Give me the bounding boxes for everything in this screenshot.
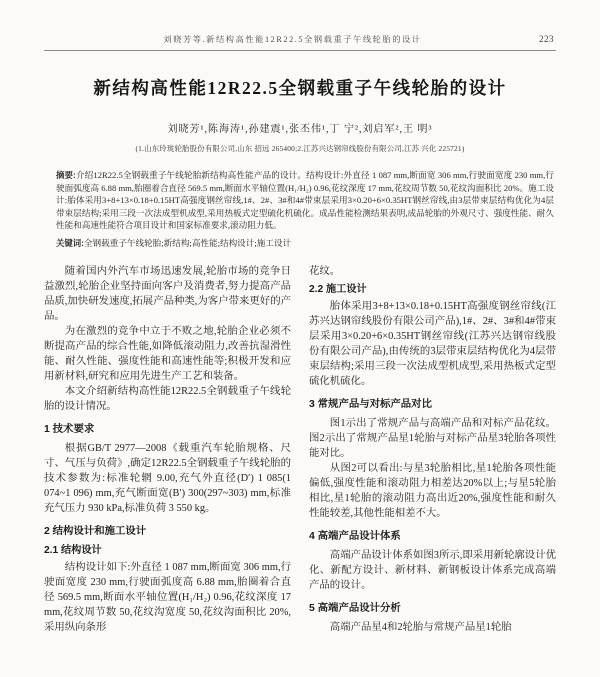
article-body <box>44 264 556 635</box>
keywords-text: 全钢载重子午线轮胎;新结构;高性能;结构设计;施工设计 <box>83 237 292 248</box>
section-2-1-heading: 2.1 结构设计 <box>44 544 102 556</box>
continuation-paragraph: 花纹。 <box>309 265 341 277</box>
intro-paragraph-1: 随着国内外汽车市场迅速发展,轮胎市场的竞争日益激烈,轮胎企业坚持面向客户及消费者,努力提高产品品质,加快研发速度,拓展产品种类,为客户带来更好的产品。 <box>44 265 291 322</box>
affiliation-line: (1.山东玲珑轮胎股份有限公司,山东 招远 265400;2.江苏兴达钢帘线股份有限公司,江苏 兴化 225721) <box>135 144 465 153</box>
left-column <box>44 264 291 635</box>
section-1-heading: 1 技术要求 <box>44 423 95 435</box>
section-2-2-paragraph: 胎体采用3+8+13×0.18+0.15HT高强度钢丝帘线(江苏兴达钢帘线股份有限公司产品),1#、2#、3#和4#带束层采用3×0.20+6×0.35HT钢丝帘线(江苏兴达钢帘线股份有限公司产品),由传统的3层带束层结构优化为4层带束层结构;采用三段一次法成型机成型,采用热板式定型硫化机硫化。 <box>309 300 556 387</box>
page-number: 223 <box>539 34 554 44</box>
section-2-1-paragraph: 结构设计如下:外直径 1 087 mm,断面宽 306 mm,行驶面宽度 230 mm,行驶面弧度高 6.88 mm,胎圈着合直径 569.5 mm,断面水平轴位置(H₁/H₂) 0.96,花纹深度 17 mm,花纹周节数 50,花纹沟宽度 50,花纹沟面积比 20%,采用纵向条形 <box>44 561 291 633</box>
section-2-heading: 2 结构设计和施工设计 <box>44 525 147 537</box>
keywords-block <box>56 237 554 250</box>
section-1-paragraph: 根据GB/T 2977—2008《载重汽车轮胎规格、尺寸、气压与负荷》,确定12R22.5全钢载重子午线轮胎的技术参数为:标准轮辋 9.00,充气外直径(D′) 1 085(1 074~1 096) mm,充气断面宽(B′) 300(297~303) mm,标准充气压力 930 kPa,标准负荷 3 550 kg。 <box>44 442 291 514</box>
running-head <box>44 34 556 51</box>
intro-paragraph-2: 为在激烈的竞争中立于不败之地,轮胎企业必须不断提高产品的综合性能,如降低滚动阻力,改善抗湿滑性能、耐久性能、强度性能和高速性能等;积极开发和应用新材料,研究和应用先进生产工艺和装备。 <box>44 325 291 382</box>
abstract-block <box>56 169 554 232</box>
intro-paragraph-3: 本文介绍新结构高性能12R22.5全钢载重子午线轮胎的设计情况。 <box>44 385 291 412</box>
right-column <box>309 264 556 635</box>
running-head-text: 刘晓芳等.新结构高性能12R22.5全钢载重子午线轮胎的设计 <box>163 35 422 44</box>
keywords-label: 关键词: <box>56 237 84 248</box>
section-4-paragraph: 高端产品设计体系如图3所示,即采用新轮廓设计优化、新配方设计、新材料、新钢板设计体系完成高端产品的设计。 <box>309 549 556 591</box>
author-line: 刘晓芳¹,陈海涛¹,孙建震¹,张丕伟¹,丁 宁²,刘启军²,王 明³ <box>167 124 433 135</box>
abstract-label: 摘要: <box>56 170 76 180</box>
section-3-paragraph-2: 从图2可以看出:与星3轮胎相比,星1轮胎各项性能偏低,强度性能和滚动阻力相差达20%以上;与星5轮胎相比,星1轮胎的滚动阻力高出近20%,强度性能和耐久性能较差,其他性能相差不大。 <box>309 462 556 519</box>
article-title: 新结构高性能12R22.5全钢载重子午线轮胎的设计 <box>93 78 507 98</box>
abstract-text: 介绍12R22.5全钢载重子午线轮胎新结构高性能产品的设计。结构设计:外直径 1 087 mm,断面宽 306 mm,行驶面宽度 230 mm,行驶面弧度高 6.88 mm,胎圈着合直径 569.5 mm,断面水平轴位置(H₁/H₂) 0.96,花纹深度 17 mm,花纹周节数 50,花纹沟面积比 20%。施工设计:胎体采用3+8+13×0.18+0.15HT高强度钢丝帘线,1#、2#、3#和4#带束层采用3×0.20+6×0.35HT钢丝帘线,由3层带束层结构优化为4层带束层结构;采用三段一次法成型机成型,采用热板式定型硫化机硫化。成品性能检测结果表明,成品轮胎的外观尺寸、强度性能、耐久性能和高速性能符合项目设计和国家标准要求,滚动阻力低。 <box>56 170 554 231</box>
section-5-heading: 5 高端产品设计分析 <box>309 602 401 614</box>
section-5-paragraph: 高端产品星4和2轮胎与常规产品星1轮胎 <box>329 621 512 633</box>
section-2-2-heading: 2.2 施工设计 <box>309 283 367 295</box>
section-4-heading: 4 高端产品设计体系 <box>309 530 401 542</box>
section-3-heading: 3 常规产品与对标产品对比 <box>309 398 432 410</box>
section-3-paragraph-1: 图1示出了常规产品与高端产品和对标产品花纹。图2示出了常规产品星1轮胎与对标产品星3轮胎各项性能对比。 <box>309 417 556 459</box>
